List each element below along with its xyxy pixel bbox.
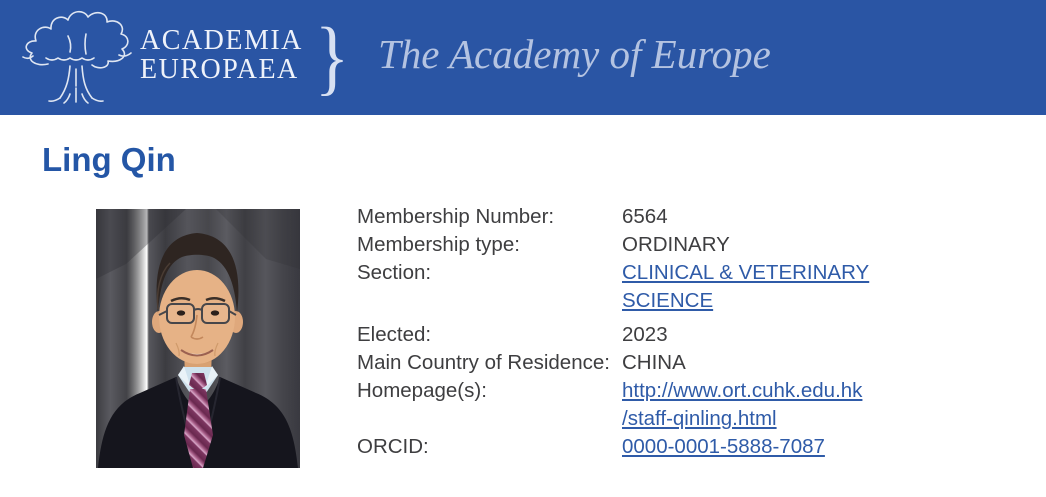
- field-row-homepage: [357, 377, 877, 433]
- orcid-link[interactable]: 0000-0001-5888-7087: [622, 435, 825, 458]
- homepage-link-line1: http://www.ort.cuhk.edu.hk: [622, 379, 863, 402]
- header-banner: [0, 0, 1046, 115]
- field-label: Main Country of Residence:: [357, 351, 610, 374]
- field-row-membership-type: [357, 231, 877, 259]
- field-row-section: [357, 259, 877, 315]
- field-label: Membership type:: [357, 233, 520, 256]
- section-link-line1: CLINICAL & VETERINARY: [622, 261, 870, 284]
- brace-glyph: }: [314, 11, 350, 104]
- field-row-orcid: [357, 433, 877, 461]
- header-tagline: The Academy of Europe: [378, 31, 771, 77]
- field-value: CHINA: [622, 351, 686, 374]
- field-label: Membership Number:: [357, 205, 555, 228]
- member-details: [357, 203, 877, 461]
- field-value: 6564: [622, 205, 668, 228]
- section-link[interactable]: [622, 259, 869, 315]
- page-title: Ling Qin: [42, 141, 176, 178]
- academia-europaea-logo[interactable]: [0, 0, 820, 115]
- field-row-membership-number: [357, 203, 877, 231]
- org-name-line1: ACADEMIA: [140, 25, 303, 56]
- field-row-elected: [357, 321, 877, 349]
- field-label: Homepage(s):: [357, 379, 487, 402]
- field-row-country: [357, 349, 877, 377]
- member-photo: [96, 209, 300, 468]
- homepage-link-line2: /staff-qinling.html: [622, 407, 777, 430]
- field-label: Elected:: [357, 323, 432, 346]
- field-label: Section:: [357, 261, 432, 284]
- field-value: 2023: [622, 323, 668, 346]
- org-name: [140, 26, 303, 84]
- field-value: ORDINARY: [622, 233, 730, 256]
- org-name-line2: EUROPAEA: [140, 54, 299, 85]
- section-link-line2: SCIENCE: [622, 289, 714, 312]
- tree-logo-icon: [18, 5, 136, 107]
- homepage-link[interactable]: [622, 377, 862, 433]
- field-label: ORCID:: [357, 435, 429, 458]
